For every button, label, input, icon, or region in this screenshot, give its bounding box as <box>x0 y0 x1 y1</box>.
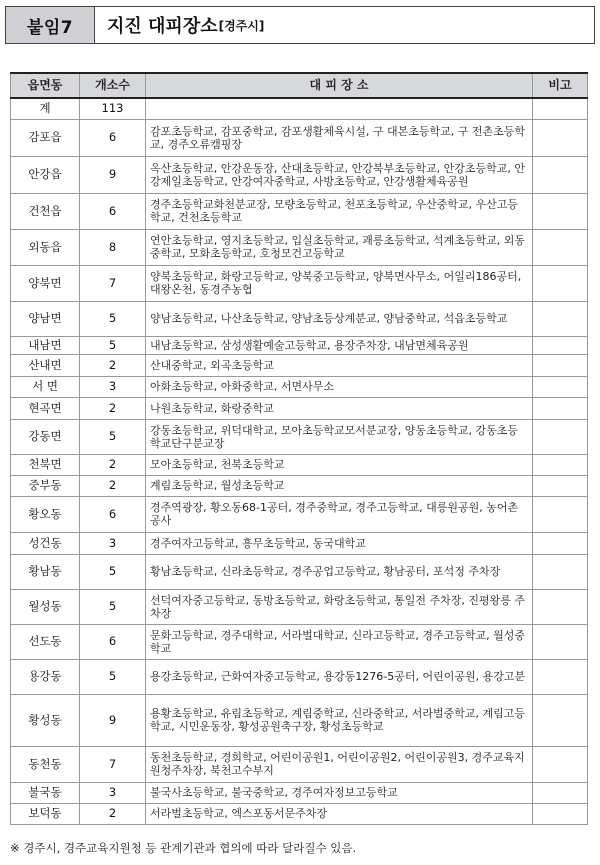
col-header-places: 대 피 장 소 <box>146 73 533 98</box>
area-cell: 양북면 <box>11 265 80 301</box>
area-cell: 양남면 <box>11 301 80 336</box>
places-cell: 양북초등학교, 화랑고등학교, 양북중고등학교, 양북면사무소, 어일리186공터, 대왕온천, 동경주농협 <box>146 265 533 301</box>
places-cell: 강동초등학교, 위덕대학교, 모아초등학교모서분교장, 양동초등학교, 강동초등학교단구분교장 <box>146 419 533 454</box>
count-cell: 2 <box>80 354 146 376</box>
area-cell: 강동면 <box>11 419 80 454</box>
area-cell: 천북면 <box>11 454 80 475</box>
places-cell: 불국사초등학교, 불국중학교, 경주여자정보고등학교 <box>146 782 533 803</box>
area-cell: 선도동 <box>11 624 80 659</box>
area-cell: 월성동 <box>11 589 80 624</box>
note-cell <box>533 376 588 397</box>
table-row <box>11 589 588 624</box>
area-cell: 안강읍 <box>11 156 80 193</box>
note-cell <box>533 419 588 454</box>
table-row <box>11 746 588 782</box>
col-header-note: 비고 <box>533 73 588 98</box>
table-row <box>11 301 588 336</box>
note-cell <box>533 229 588 265</box>
area-cell: 불국동 <box>11 782 80 803</box>
count-cell: 2 <box>80 454 146 475</box>
table-row <box>11 454 588 475</box>
count-cell: 6 <box>80 624 146 659</box>
count-cell: 7 <box>80 746 146 782</box>
places-cell: 연안초등학교, 영지초등학교, 입실초등학교, 괘릉초등학교, 석계초등학교, 외동중학교, 모화초등학교, 호청모건고등학교 <box>146 229 533 265</box>
table-row <box>11 694 588 746</box>
note-cell <box>533 454 588 475</box>
table-row <box>11 419 588 454</box>
col-header-area: 읍면동 <box>11 73 80 98</box>
places-cell: 산내중학교, 외곡초등학교 <box>146 354 533 376</box>
count-cell: 5 <box>80 554 146 589</box>
total-note <box>533 98 588 119</box>
note-cell <box>533 589 588 624</box>
count-cell: 5 <box>80 301 146 336</box>
count-cell: 5 <box>80 659 146 694</box>
note-cell <box>533 301 588 336</box>
places-cell: 나원초등학교, 화랑중학교 <box>146 397 533 419</box>
places-cell: 동천초등학교, 경희학교, 어린이공원1, 어린이공원2, 어린이공원3, 경주교육지원청주차장, 북천고수부지 <box>146 746 533 782</box>
area-cell: 보덕동 <box>11 803 80 824</box>
total-count: 113 <box>80 98 146 119</box>
area-cell: 동천동 <box>11 746 80 782</box>
col-header-count: 개소수 <box>80 73 146 98</box>
count-cell: 3 <box>80 376 146 397</box>
table-row <box>11 193 588 229</box>
note-cell <box>533 397 588 419</box>
area-cell: 서 면 <box>11 376 80 397</box>
area-cell: 현곡면 <box>11 397 80 419</box>
note-cell <box>533 496 588 532</box>
table-row <box>11 397 588 419</box>
count-cell: 8 <box>80 229 146 265</box>
total-row <box>11 98 588 119</box>
count-cell: 6 <box>80 496 146 532</box>
places-cell: 양남초등학교, 나산초등학교, 양남초등상계분교, 양남중학교, 석읍초등학교 <box>146 301 533 336</box>
table-row <box>11 475 588 496</box>
area-cell: 감포읍 <box>11 119 80 156</box>
area-cell: 황남동 <box>11 554 80 589</box>
count-cell: 9 <box>80 156 146 193</box>
count-cell: 5 <box>80 419 146 454</box>
area-cell: 성건동 <box>11 532 80 554</box>
places-cell: 경주초등학교화천분교장, 모량초등학교, 천포초등학교, 우산중학교, 우산고등학교, 건천초등학교 <box>146 193 533 229</box>
table-row <box>11 354 588 376</box>
total-places <box>146 98 533 119</box>
table-row <box>11 229 588 265</box>
note-cell <box>533 659 588 694</box>
table-row <box>11 376 588 397</box>
table-header-row <box>11 73 588 98</box>
count-cell: 3 <box>80 532 146 554</box>
note-cell <box>533 354 588 376</box>
note-cell <box>533 624 588 659</box>
count-cell: 6 <box>80 119 146 156</box>
note-cell <box>533 694 588 746</box>
table-row <box>11 624 588 659</box>
count-cell: 2 <box>80 803 146 824</box>
page-title <box>95 7 264 43</box>
places-cell: 문화고등학교, 경주대학교, 서라벌대학교, 신라고등학교, 경주고등학교, 월성중학교 <box>146 624 533 659</box>
table-row <box>11 782 588 803</box>
shelter-table <box>10 72 588 825</box>
note-cell <box>533 475 588 496</box>
count-cell: 2 <box>80 475 146 496</box>
attachment-tag: 붙임7 <box>6 7 95 43</box>
places-cell: 서라벌초등학교, 엑스포동서문주차장 <box>146 803 533 824</box>
places-cell: 계림초등학교, 월성초등학교 <box>146 475 533 496</box>
count-cell: 6 <box>80 193 146 229</box>
count-cell: 5 <box>80 336 146 354</box>
places-cell: 경주역광장, 황오동68-1공터, 경주중학교, 경주고등학교, 대릉원공원, 농어촌공사 <box>146 496 533 532</box>
note-cell <box>533 119 588 156</box>
note-cell <box>533 193 588 229</box>
note-cell <box>533 782 588 803</box>
area-cell: 황성동 <box>11 694 80 746</box>
places-cell: 감포초등학교, 감포중학교, 감포생활체육시설, 구 대본초등학교, 구 전촌초등학교, 경주오류캠핑장 <box>146 119 533 156</box>
table-row <box>11 659 588 694</box>
table-row <box>11 119 588 156</box>
table-row <box>11 265 588 301</box>
doc-header <box>5 6 595 44</box>
count-cell: 7 <box>80 265 146 301</box>
table-row <box>11 532 588 554</box>
places-cell: 옥산초등학교, 안강운동장, 산대초등학교, 안강북부초등학교, 안강초등학교, 안강제일초등학교, 안강여자중학교, 사방초등학교, 안강생활체육공원 <box>146 156 533 193</box>
table-row <box>11 554 588 589</box>
note-cell <box>533 803 588 824</box>
places-cell: 모아초등학교, 천북초등학교 <box>146 454 533 475</box>
note-cell <box>533 554 588 589</box>
count-cell: 5 <box>80 589 146 624</box>
footnote: ※ 경주시, 경주교육지원청 등 관계기관과 협의에 따라 달라질수 있음. <box>10 841 357 855</box>
note-cell <box>533 265 588 301</box>
table-row <box>11 496 588 532</box>
note-cell <box>533 532 588 554</box>
note-cell <box>533 336 588 354</box>
area-cell: 황오동 <box>11 496 80 532</box>
places-cell: 용황초등학교, 유림초등학교, 계림중학교, 신라중학교, 서라벌중학교, 계림고등학교, 시민운동장, 황성공원축구장, 황성초등학교 <box>146 694 533 746</box>
table-row <box>11 336 588 354</box>
total-label: 계 <box>11 98 80 119</box>
area-cell: 외동읍 <box>11 229 80 265</box>
count-cell: 9 <box>80 694 146 746</box>
places-cell: 내남초등학교, 삼성생활예술고등학교, 용장주차장, 내남면체육공원 <box>146 336 533 354</box>
area-cell: 건천읍 <box>11 193 80 229</box>
area-cell: 용강동 <box>11 659 80 694</box>
places-cell: 선덕여자중고등학교, 동방초등학교, 화랑초등학교, 통일전 주차장, 진평왕릉 주차장 <box>146 589 533 624</box>
area-cell: 중부동 <box>11 475 80 496</box>
count-cell: 2 <box>80 397 146 419</box>
title-text: 지진 대피장소 <box>107 16 218 37</box>
area-cell: 내남면 <box>11 336 80 354</box>
table-row <box>11 156 588 193</box>
area-cell: 산내면 <box>11 354 80 376</box>
places-cell: 경주여자고등학교, 흥무초등학교, 동국대학교 <box>146 532 533 554</box>
count-cell: 3 <box>80 782 146 803</box>
title-subtitle: [경주시] <box>218 18 265 33</box>
note-cell <box>533 156 588 193</box>
places-cell: 황남초등학교, 신라초등학교, 경주공업고등학교, 황남공터, 포석정 주차장 <box>146 554 533 589</box>
places-cell: 아화초등학교, 아화중학교, 서면사무소 <box>146 376 533 397</box>
note-cell <box>533 746 588 782</box>
table-row <box>11 803 588 824</box>
places-cell: 용강초등학교, 근화여자중고등학교, 용강동1276-5공터, 어린이공원, 용강고분 <box>146 659 533 694</box>
